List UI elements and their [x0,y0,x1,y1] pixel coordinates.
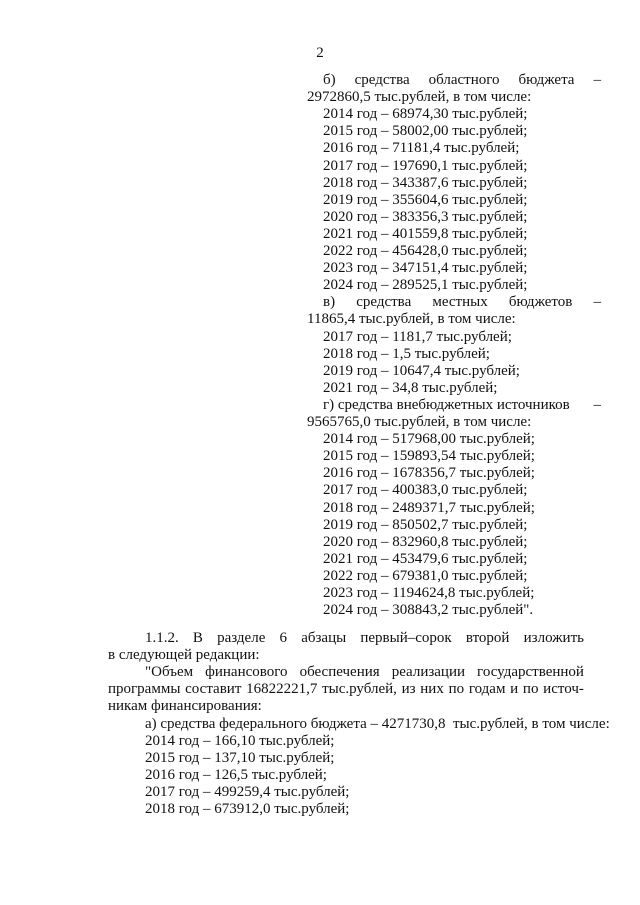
section-112-line1-word: 1.1.2. [145,630,179,646]
financing-line2-word: из [401,681,416,698]
regional-budget-heading-word: – [593,72,601,88]
financing-line2-word: по [448,681,465,698]
extrabudget-heading-word: г) средства внебюджетных источников [323,396,570,413]
financing-line2-word: программы [108,681,181,698]
regional-year-line: 2019 год – 355604,6 тыс.рублей; [323,191,528,208]
local-budget-heading-word: средства [356,294,412,311]
regional-year-line: 2017 год – 197690,1 тыс.рублей; [323,157,528,174]
local-year-line: 2018 год – 1,5 тыс.рублей; [323,345,490,362]
local-year-line: 2017 год – 1181,7 тыс.рублей; [323,328,512,345]
regional-year-line: 2014 год – 68974,30 тыс.рублей; [323,106,528,123]
extrabudget-year-line: 2020 год – 832960,8 тыс.рублей; [323,533,528,550]
section-112-line1-word: второй [465,630,510,646]
financing-line3: никам финансирования: [108,698,262,715]
extrabudget-year-line: 2022 год – 679381,0 тыс.рублей; [323,567,528,584]
extrabudget-year-line: 2023 год – 1194624,8 тыс.рублей; [323,585,535,601]
section-112-line2: в следующей редакции: [108,647,260,664]
regional-year-line: 2020 год – 383356,3 тыс.рублей; [323,208,528,225]
section-112-line1-word: первый–сорок [360,630,452,646]
extrabudget-year-line: 2016 год – 1678356,7 тыс.рублей; [323,465,535,482]
regional-year-line: 2015 год – 58002,00 тыс.рублей; [323,123,528,140]
page-number: 2 [316,45,324,61]
section-112-line1-word: В [192,630,203,646]
regional-year-line: 2021 год – 401559,8 тыс.рублей; [323,225,528,242]
regional-budget-heading [323,72,601,89]
section-112-line1-word: разделе [217,630,266,646]
extrabudget-heading [323,397,601,414]
regional-budget-heading-word: средства [354,72,410,88]
local-year-line: 2021 год – 34,8 тыс.рублей; [323,379,498,396]
regional-budget-heading-word: бюджета [518,72,575,88]
federal-budget-heading: а) средства федерального бюджета – 4271730,8 тыс.рублей, в том числе: [145,715,610,732]
financing-line2-word: тыс.рублей, [322,681,397,698]
local-budget-heading-word: в) [323,294,336,311]
federal-year-line: 2017 год – 499259,4 тыс.рублей; [145,783,350,800]
section-112-line1-word: 6 [279,630,288,646]
extrabudget-year-line: 2019 год – 850502,7 тыс.рублей; [323,516,528,533]
regional-budget-heading-word: б) [323,72,336,88]
federal-year-line: 2014 год – 166,10 тыс.рублей; [145,732,335,749]
regional-year-line: 2022 год – 456428,0 тыс.рублей; [323,243,528,259]
regional-year-line: 2024 год – 289525,1 тыс.рублей; [323,277,528,294]
financing-line1 [145,664,584,681]
section-112-line1-word: абзацы [301,630,347,646]
section-112-line1-word: изложить [523,630,584,646]
federal-year-line: 2018 год – 673912,0 тыс.рублей; [145,801,350,817]
federal-year-line: 2015 год – 137,10 тыс.рублей; [145,749,335,766]
extrabudget-year-line: 2015 год – 159893,54 тыс.рублей; [323,448,535,465]
local-budget-total: 11865,4 тыс.рублей, в том числе: [307,311,516,328]
financing-line2-word: источ- [543,681,584,698]
extrabudget-heading-word: – [593,396,601,413]
financing-line1-word: государственной [477,664,584,681]
financing-line1-word: финансового [205,664,288,681]
section-112-line1 [145,630,584,647]
financing-line1-word: обеспечения [299,664,380,681]
financing-line2-word: них [420,681,444,698]
financing-line1-word: "Объем [145,664,194,681]
extrabudget-year-line: 2018 год – 2489371,7 тыс.рублей; [323,499,535,516]
financing-line2-word: и [510,681,519,698]
extrabudget-year-line: 2021 год – 453479,6 тыс.рублей; [323,550,528,567]
local-budget-heading-word: – [593,294,601,311]
extrabudget-year-line: 2014 год – 517968,00 тыс.рублей; [323,431,535,448]
local-budget-heading-word: местных [432,294,488,311]
extrabudget-total: 9565765,0 тыс.рублей, в том числе: [307,414,532,430]
regional-year-line: 2023 год – 347151,4 тыс.рублей; [323,260,528,277]
federal-year-line: 2016 год – 126,5 тыс.рублей; [145,766,327,783]
financing-line1-word: реализации [391,664,466,681]
regional-budget-heading-word: областного [428,72,500,88]
financing-line2 [108,681,584,698]
local-budget-heading-word: бюджетов [508,294,573,311]
local-year-line: 2019 год – 10647,4 тыс.рублей; [323,362,520,379]
local-budget-heading [323,294,601,311]
financing-line2-word: 16822221,7 [246,681,318,698]
financing-line2-word: составит [185,681,242,698]
extrabudget-year-line: 2017 год – 400383,0 тыс.рублей; [323,482,528,499]
extrabudget-year-line: 2024 год – 308843,2 тыс.рублей". [323,602,534,619]
regional-year-line: 2016 год – 71181,4 тыс.рублей; [323,140,520,157]
regional-budget-total: 2972860,5 тыс.рублей, в том числе: [307,89,532,106]
regional-year-line: 2018 год – 343387,6 тыс.рублей; [323,174,528,191]
financing-line2-word: по [522,681,539,698]
financing-line2-word: годам [468,681,506,698]
